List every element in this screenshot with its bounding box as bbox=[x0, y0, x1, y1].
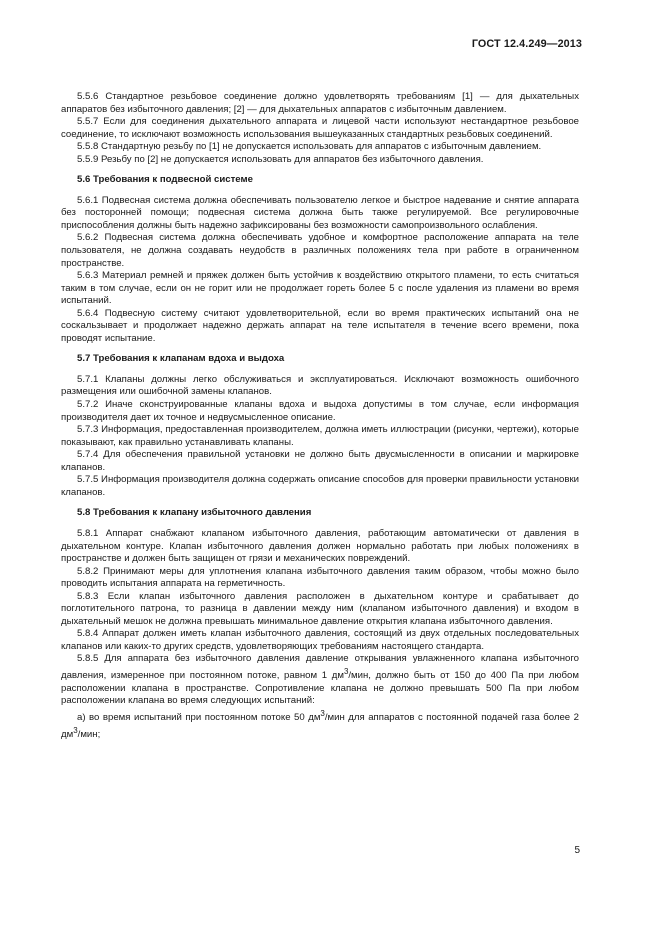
paragraph-5-7-2: 5.7.2 Иначе сконструированные клапаны вдоха и выдоха допустимы в том случае, если информация производителя дает их точное и недвусмысленное описание. bbox=[61, 399, 579, 423]
paragraph-5-7-4: 5.7.4 Для обеспечения правильной установки не должно быть двусмысленности в описании и маркировке клапанов. bbox=[61, 449, 579, 473]
paragraph-5-5-9: 5.5.9 Резьбу по [2] не допускается использовать для аппаратов без избыточного давления. bbox=[77, 153, 484, 165]
text-fragment: /мин для аппаратов с постоянной подачей газа более 2 дм bbox=[61, 711, 579, 740]
paragraph-5-5-7: 5.5.7 Если для соединения дыхательного аппарата и лицевой части используют нестандартное резьбовое соединение, то исключают возможность использования вышеуказанных стандартных резьбовых соединений. bbox=[61, 116, 579, 140]
paragraph-5-8-5 bbox=[61, 653, 579, 707]
paragraph-5-7-3: 5.7.3 Информация, предоставленная производителем, должна иметь иллюстрации (рисунки, чертежи), которые показывают, как правильно устанавливать клапаны. bbox=[61, 424, 579, 448]
paragraph-5-6-4: 5.6.4 Подвесную систему считают удовлетворительной, если во время практических испытаний она не соскальзывает и продолжает надежно держать аппарат на теле испытателя в течение всего времени, пока проводят испытание. bbox=[61, 307, 579, 344]
paragraph-5-7-1: 5.7.1 Клапаны должны легко обслуживаться и эксплуатироваться. Исключают возможность ошибочного размещения или ошибочной замены клапанов. bbox=[61, 373, 579, 398]
text-fragment: /мин; bbox=[77, 728, 101, 740]
text-fragment: 5.8.5 Для аппарата без избыточного давления давление открывания увлажненного клапана избыточного давления, измеренное при постоянном потоке, равном 1 дм bbox=[61, 653, 579, 682]
section-heading-5-8: 5.8 Требования к клапану избыточного давления bbox=[77, 507, 312, 519]
section-heading-5-6: 5.6 Требования к подвесной системе bbox=[77, 174, 253, 186]
text-fragment: /мин, должно быть от 150 до 400 Па при любом расположении клапана в пространстве. Сопротивление клапана не должно превышать 500 Па при любом расположении клапана во время следующих испытаний: bbox=[61, 670, 579, 707]
paragraph-5-8-2: 5.8.2 Принимают меры для уплотнения клапана избыточного давления таким образом, чтобы можно было проводить испытания аппарата на герметичность. bbox=[61, 565, 579, 590]
document-body bbox=[61, 91, 579, 741]
paragraph-5-6-2: 5.6.2 Подвесная система должна обеспечивать удобное и комфортное расположение аппарата на теле пользователя, не должна создавать неудобств в различных положениях тела при работе в ограниченном пространстве. bbox=[61, 232, 579, 269]
page-number: 5 bbox=[574, 845, 580, 856]
paragraph-5-6-3: 5.6.3 Материал ремней и пряжек должен быть устойчив к воздействию открытого пламени, то есть считаться таким в том случае, если он не горит или не продолжает гореть более 5 с после удаления из пламени во время испытаний. bbox=[61, 270, 579, 307]
paragraph-5-8-3: 5.8.3 Если клапан избыточного давления расположен в дыхательном контуре и срабатывает до поглотительного патрона, то разница в давлении между ним (клапаном избыточного давления) и входом в дыхательный мешок не должна превышать минимальное давление открытия клапана избыточного давления. bbox=[61, 590, 579, 627]
paragraph-5-8-4: 5.8.4 Аппарат должен иметь клапан избыточного давления, состоящий из двух отдельных последовательных клапанов или каких-то других средств, удовлетворяющих требованиям настоящего стандарта. bbox=[61, 628, 579, 652]
section-heading-5-7: 5.7 Требования к клапанам вдоха и выдоха bbox=[77, 353, 285, 365]
list-item-a bbox=[61, 708, 579, 741]
text-fragment: а) во время испытаний при постоянном потоке 50 дм bbox=[77, 711, 321, 723]
paragraph-5-6-1: 5.6.1 Подвесная система должна обеспечивать пользователю легкое и быстрое надевание и снятие аппарата без посторонней помощи; подвесная система должна быть также регулируемой. Все регулировочные приспособления должны быть надежно зафиксированы без возможности самопроизвольного ослабления. bbox=[61, 194, 579, 231]
superscript: 3 bbox=[73, 725, 78, 735]
document-code: ГОСТ 12.4.249—2013 bbox=[471, 38, 582, 50]
superscript: 3 bbox=[343, 666, 349, 676]
superscript: 3 bbox=[320, 708, 325, 718]
paragraph-5-8-1: 5.8.1 Аппарат снабжают клапаном избыточного давления, работающим автоматически от давления в дыхательном контуре. Клапан избыточного давления должен нормально работать при любых положениях в пространстве и должен быть защищен от грязи и механических повреждений. bbox=[61, 527, 579, 565]
paragraph-5-5-8: 5.5.8 Стандартную резьбу по [1] не допускается использовать для аппаратов с избыточным давлением. bbox=[77, 141, 542, 153]
paragraph-5-7-5: 5.7.5 Информация производителя должна содержать описание способов для проверки правильности установки клапанов. bbox=[61, 474, 579, 498]
paragraph-5-5-6: 5.5.6 Стандартное резьбовое соединение должно удовлетворять требованиям [1] — для дыхательных аппаратов без избыточного давления; [2] — для дыхательных аппаратов с избыточным давлением. bbox=[61, 91, 579, 115]
